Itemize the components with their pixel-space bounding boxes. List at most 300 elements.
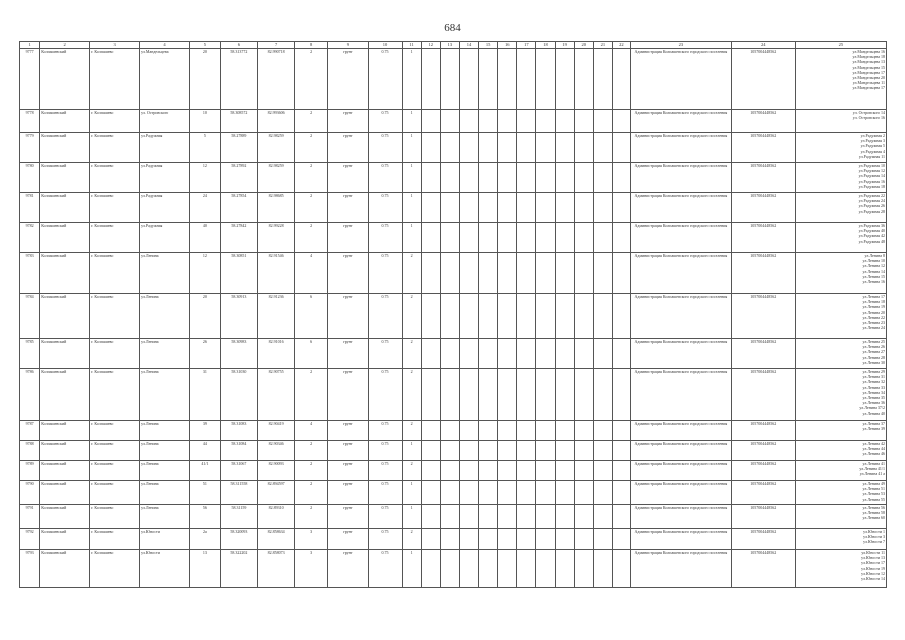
latitude-cell: 58.322202 [220, 550, 257, 588]
header-row [20, 42, 887, 49]
region-cell: Колпашевский [40, 441, 90, 461]
count-cell: 6 [295, 294, 328, 339]
empty-cell [479, 49, 498, 110]
addresses-cell [795, 441, 886, 461]
ogrn-cell: 1057004448562 [731, 223, 795, 253]
address-line: ул.Ленина 24 [862, 325, 885, 331]
empty-cell [574, 49, 593, 110]
empty-cell [593, 550, 612, 588]
count-cell: 2 [295, 110, 328, 133]
street-cell: ул.Юности [140, 550, 190, 588]
surface-cell: грунт [328, 339, 368, 369]
empty-cell [479, 110, 498, 133]
empty-cell [498, 133, 517, 163]
volume-cell: 0.75 [368, 441, 402, 461]
organization-cell: Администрация Колпашевского городского поселения [630, 421, 731, 441]
organization-cell: Администрация Колпашевского городского поселения [630, 193, 731, 223]
empty-cell [459, 339, 478, 369]
row-number: 9781 [20, 193, 40, 223]
region-cell: Колпашевский [40, 223, 90, 253]
empty-cell [574, 294, 593, 339]
address-line: ул.Ленина 37 [862, 421, 885, 426]
column-header: 7 [258, 42, 295, 49]
ogrn-cell: 1057004448562 [731, 339, 795, 369]
region-cell: Колпашевский [40, 253, 90, 294]
latitude-cell: 58.27892 [220, 163, 257, 193]
empty-cell [498, 193, 517, 223]
column-header: 6 [220, 42, 257, 49]
empty-cell [498, 110, 517, 133]
addresses-cell [795, 421, 886, 441]
empty-cell [536, 529, 555, 550]
empty-cell [574, 163, 593, 193]
surface-cell: грунт [328, 441, 368, 461]
addresses-cell [795, 505, 886, 529]
row-number: 9779 [20, 133, 40, 163]
empty-cell [593, 110, 612, 133]
surface-cell: грунт [328, 505, 368, 529]
address-line: ул.Ленина 41 а [859, 471, 885, 477]
empty-cell [498, 49, 517, 110]
row-number: 9793 [20, 550, 40, 588]
empty-cell [517, 529, 536, 550]
street-cell: ул.Радужная [140, 133, 190, 163]
empty-cell [421, 505, 440, 529]
empty-cell [536, 193, 555, 223]
column-header: 13 [440, 42, 459, 49]
column-header: 14 [459, 42, 478, 49]
city-cell: г. Колпашево [90, 529, 140, 550]
longitude-cell: 82.98259 [258, 163, 295, 193]
volume-cell: 0.75 [368, 339, 402, 369]
address-line: ул.Юности 19 [861, 565, 885, 571]
empty-cell [517, 110, 536, 133]
empty-cell [421, 461, 440, 481]
latitude-cell: 58.308572 [220, 110, 257, 133]
empty-cell [574, 193, 593, 223]
row-number: 9780 [20, 163, 40, 193]
street-cell: ул.Ленина [140, 441, 190, 461]
empty-cell [536, 505, 555, 529]
empty-cell [574, 133, 593, 163]
empty-cell [536, 550, 555, 588]
addresses-cell [795, 369, 886, 421]
house-cell: 2a [190, 529, 221, 550]
table-row [20, 193, 887, 223]
surface-cell: грунт [328, 481, 368, 505]
longitude-cell: 82.91236 [258, 294, 295, 339]
empty-cell [517, 481, 536, 505]
empty-cell [459, 294, 478, 339]
column-header: 12 [421, 42, 440, 49]
organization-cell: Администрация Колпашевского городского поселения [630, 529, 731, 550]
empty-cell [536, 49, 555, 110]
longitude-cell: 82.90346 [258, 441, 295, 461]
container-count-cell: 1 [402, 133, 421, 163]
container-count-cell: 2 [402, 294, 421, 339]
address-line: ул.Мандельцева 18 [852, 54, 885, 60]
empty-cell [574, 529, 593, 550]
city-cell: г. Колпашево [90, 133, 140, 163]
street-cell: ул.Ленина [140, 253, 190, 294]
column-header: 5 [190, 42, 221, 49]
table-row [20, 253, 887, 294]
surface-cell: грунт [328, 369, 368, 421]
city-cell: г. Колпашево [90, 253, 140, 294]
organization-cell: Администрация Колпашевского городского поселения [630, 223, 731, 253]
street-cell: ул.Ленина [140, 481, 190, 505]
address-line: ул.Ленина 33 [862, 384, 885, 390]
latitude-cell: 58.31084 [220, 441, 257, 461]
organization-cell: Администрация Колпашевского городского поселения [630, 461, 731, 481]
ogrn-cell: 1057004448562 [731, 193, 795, 223]
empty-cell [517, 163, 536, 193]
count-cell: 2 [295, 163, 328, 193]
address-line: ул.Ленина 44 [862, 446, 885, 452]
empty-cell [421, 110, 440, 133]
region-cell: Колпашевский [40, 294, 90, 339]
column-header: 24 [731, 42, 795, 49]
empty-cell [574, 550, 593, 588]
table-row [20, 369, 887, 421]
row-number: 9784 [20, 294, 40, 339]
empty-cell [421, 294, 440, 339]
surface-cell: грунт [328, 529, 368, 550]
count-cell: 3 [295, 529, 328, 550]
address-line: ул.Ленина 36 [862, 400, 885, 406]
ogrn-cell: 1057004448562 [731, 550, 795, 588]
empty-cell [440, 481, 459, 505]
organization-cell: Администрация Колпашевского городского поселения [630, 163, 731, 193]
table-row [20, 49, 887, 110]
address-line: ул.Радужная 2 [860, 133, 885, 138]
column-header: 21 [593, 42, 612, 49]
empty-cell [479, 339, 498, 369]
address-line: ул.Радужная 12 [858, 168, 885, 174]
empty-cell [555, 339, 574, 369]
organization-cell: Администрация Колпашевского городского поселения [630, 441, 731, 461]
empty-cell [440, 253, 459, 294]
city-cell: г. Колпашево [90, 294, 140, 339]
empty-cell [517, 369, 536, 421]
city-cell: г. Колпашево [90, 223, 140, 253]
empty-cell [593, 163, 612, 193]
column-header: 8 [295, 42, 328, 49]
count-cell: 4 [295, 253, 328, 294]
empty-cell [517, 223, 536, 253]
city-cell: г. Колпашево [90, 110, 140, 133]
empty-cell [440, 505, 459, 529]
street-cell: ул.Ленина [140, 369, 190, 421]
empty-cell [479, 294, 498, 339]
column-header: 2 [40, 42, 90, 49]
empty-cell [459, 369, 478, 421]
house-cell: 24 [190, 193, 221, 223]
empty-cell [498, 505, 517, 529]
address-line: ул.Ленина 20 [862, 309, 885, 315]
address-line: ул.Ленина 60 [862, 515, 885, 521]
empty-cell [498, 481, 517, 505]
empty-cell [440, 461, 459, 481]
street-cell: ул.Ленина [140, 461, 190, 481]
empty-cell [555, 163, 574, 193]
address-line: ул.Мандельцева 16 [852, 49, 885, 54]
table-row [20, 481, 887, 505]
empty-cell [498, 441, 517, 461]
empty-cell [498, 294, 517, 339]
empty-cell [536, 339, 555, 369]
surface-cell: грунт [328, 294, 368, 339]
address-line: ул.Радужная 3 [860, 138, 885, 144]
empty-cell [555, 461, 574, 481]
city-cell: г. Колпашево [90, 193, 140, 223]
address-line: ул.Ленина 42 [862, 441, 885, 446]
address-line: ул.Мандельцева 13 [852, 59, 885, 65]
empty-cell [421, 49, 440, 110]
addresses-cell [795, 529, 886, 550]
address-line: ул.Ленина 31 [862, 374, 885, 380]
longitude-cell: 82.98259 [258, 133, 295, 163]
empty-cell [555, 529, 574, 550]
empty-cell [612, 223, 630, 253]
address-line: ул.Ленина 25 [862, 339, 885, 344]
empty-cell [593, 339, 612, 369]
empty-cell [421, 133, 440, 163]
empty-cell [536, 461, 555, 481]
longitude-cell: 82.91016 [258, 339, 295, 369]
empty-cell [440, 193, 459, 223]
row-number: 9778 [20, 110, 40, 133]
empty-cell [593, 223, 612, 253]
address-line: ул.Ленина 23 [862, 320, 885, 326]
empty-cell [593, 481, 612, 505]
street-cell: ул. Островского [140, 110, 190, 133]
empty-cell [459, 223, 478, 253]
empty-cell [612, 441, 630, 461]
empty-cell [555, 441, 574, 461]
house-cell: 40 [190, 223, 221, 253]
empty-cell [479, 193, 498, 223]
latitude-cell: 58.31159 [220, 505, 257, 529]
row-number: 9786 [20, 369, 40, 421]
longitude-cell: 82.90093 [258, 461, 295, 481]
ogrn-cell: 1057004448562 [731, 163, 795, 193]
address-line: ул. Островского 14 [852, 110, 885, 115]
latitude-cell: 58.30983 [220, 339, 257, 369]
address-line: ул.Ленина 10 [862, 258, 885, 264]
empty-cell [479, 505, 498, 529]
longitude-cell: 82.993606 [258, 110, 295, 133]
house-cell: 12 [190, 253, 221, 294]
column-header: 1 [20, 42, 40, 49]
container-count-cell: 1 [402, 193, 421, 223]
empty-cell [517, 550, 536, 588]
ogrn-cell: 1057004448562 [731, 421, 795, 441]
empty-cell [421, 193, 440, 223]
empty-cell [440, 421, 459, 441]
volume-cell: 0.75 [368, 163, 402, 193]
house-cell: 20 [190, 294, 221, 339]
column-header: 18 [536, 42, 555, 49]
latitude-cell: 58.30913 [220, 294, 257, 339]
table-row [20, 339, 887, 369]
empty-cell [479, 550, 498, 588]
house-cell: 39 [190, 421, 221, 441]
empty-cell [498, 223, 517, 253]
ogrn-cell: 1057004448562 [731, 49, 795, 110]
street-cell: ул.Юности [140, 529, 190, 550]
empty-cell [593, 461, 612, 481]
ogrn-cell: 1057004448562 [731, 505, 795, 529]
street-cell: ул.Ленина [140, 294, 190, 339]
region-cell: Колпашевский [40, 49, 90, 110]
empty-cell [479, 163, 498, 193]
empty-cell [459, 505, 478, 529]
organization-cell: Администрация Колпашевского городского поселения [630, 369, 731, 421]
column-header: 10 [368, 42, 402, 49]
region-cell: Колпашевский [40, 133, 90, 163]
empty-cell [593, 369, 612, 421]
container-count-cell: 1 [402, 223, 421, 253]
address-line: ул.Ленина 32 [862, 379, 885, 385]
empty-cell [479, 253, 498, 294]
empty-cell [536, 369, 555, 421]
empty-cell [517, 461, 536, 481]
table-row [20, 441, 887, 461]
count-cell: 3 [295, 550, 328, 588]
address-line: ул.Ленина 49 [862, 481, 885, 486]
longitude-cell: 82.98685 [258, 193, 295, 223]
surface-cell: грунт [328, 223, 368, 253]
column-header: 17 [517, 42, 536, 49]
count-cell: 2 [295, 49, 328, 110]
empty-cell [498, 253, 517, 294]
container-count-cell: 2 [402, 339, 421, 369]
address-line: ул.Ленина 35 [862, 395, 885, 401]
empty-cell [612, 49, 630, 110]
empty-cell [555, 193, 574, 223]
empty-cell [555, 133, 574, 163]
empty-cell [574, 110, 593, 133]
region-cell: Колпашевский [40, 339, 90, 369]
latitude-cell: 58.27854 [220, 193, 257, 223]
empty-cell [593, 529, 612, 550]
latitude-cell: 58.27842 [220, 223, 257, 253]
count-cell: 4 [295, 421, 328, 441]
surface-cell: грунт [328, 133, 368, 163]
longitude-cell: 82.91546 [258, 253, 295, 294]
table-row [20, 133, 887, 163]
empty-cell [440, 110, 459, 133]
region-cell: Колпашевский [40, 529, 90, 550]
count-cell: 6 [295, 339, 328, 369]
address-line: ул.Ленина 41/1 [859, 466, 885, 472]
address-line: ул.Ленина 18 [862, 299, 885, 305]
ogrn-cell: 1057004448562 [731, 133, 795, 163]
address-line: ул.Ленина 12 [862, 263, 885, 269]
row-number: 9789 [20, 461, 40, 481]
empty-cell [459, 461, 478, 481]
address-line: ул.Ленина 29 [862, 369, 885, 374]
empty-cell [479, 529, 498, 550]
empty-cell [459, 133, 478, 163]
empty-cell [479, 133, 498, 163]
address-line: ул.Радужная 26 [858, 203, 885, 209]
city-cell: г. Колпашево [90, 481, 140, 505]
ogrn-cell: 1057004448562 [731, 110, 795, 133]
address-line: ул.Ленина 51 [862, 486, 885, 492]
empty-cell [593, 505, 612, 529]
table-row [20, 110, 887, 133]
empty-cell [536, 441, 555, 461]
addresses-cell [795, 133, 886, 163]
surface-cell: грунт [328, 461, 368, 481]
volume-cell: 0.75 [368, 481, 402, 505]
column-header: 22 [612, 42, 630, 49]
empty-cell [440, 163, 459, 193]
longitude-cell: 82.90755 [258, 369, 295, 421]
container-count-cell: 2 [402, 529, 421, 550]
empty-cell [555, 253, 574, 294]
column-header: 19 [555, 42, 574, 49]
ogrn-cell: 1057004448562 [731, 441, 795, 461]
house-cell: 12 [190, 163, 221, 193]
row-number: 9777 [20, 49, 40, 110]
empty-cell [440, 369, 459, 421]
organization-cell: Администрация Колпашевского городского поселения [630, 49, 731, 110]
table-row [20, 461, 887, 481]
organization-cell: Администрация Колпашевского городского поселения [630, 294, 731, 339]
empty-cell [536, 421, 555, 441]
empty-cell [479, 369, 498, 421]
empty-cell [574, 223, 593, 253]
region-cell: Колпашевский [40, 110, 90, 133]
volume-cell: 0.75 [368, 253, 402, 294]
empty-cell [555, 421, 574, 441]
surface-cell: грунт [328, 110, 368, 133]
region-cell: Колпашевский [40, 461, 90, 481]
address-line: ул.Радужная 42 [858, 233, 885, 239]
empty-cell [459, 49, 478, 110]
empty-cell [421, 369, 440, 421]
container-count-cell: 1 [402, 550, 421, 588]
empty-cell [517, 193, 536, 223]
city-cell: г. Колпашево [90, 550, 140, 588]
empty-cell [574, 339, 593, 369]
organization-cell: Администрация Колпашевского городского поселения [630, 505, 731, 529]
empty-cell [612, 110, 630, 133]
row-number: 9783 [20, 253, 40, 294]
addresses-cell [795, 461, 886, 481]
empty-cell [498, 461, 517, 481]
surface-cell: грунт [328, 253, 368, 294]
empty-cell [593, 253, 612, 294]
house-cell: 20 [190, 49, 221, 110]
house-cell: 5 [190, 133, 221, 163]
ogrn-cell: 1057004448562 [731, 529, 795, 550]
address-line: ул.Ленина 17 [862, 294, 885, 299]
empty-cell [536, 481, 555, 505]
empty-cell [593, 193, 612, 223]
empty-cell [612, 253, 630, 294]
column-header: 23 [630, 42, 731, 49]
container-count-cell: 2 [402, 461, 421, 481]
table-row [20, 294, 887, 339]
empty-cell [440, 49, 459, 110]
table-row [20, 529, 887, 550]
addresses-cell [795, 550, 886, 588]
latitude-cell: 58.311558 [220, 481, 257, 505]
